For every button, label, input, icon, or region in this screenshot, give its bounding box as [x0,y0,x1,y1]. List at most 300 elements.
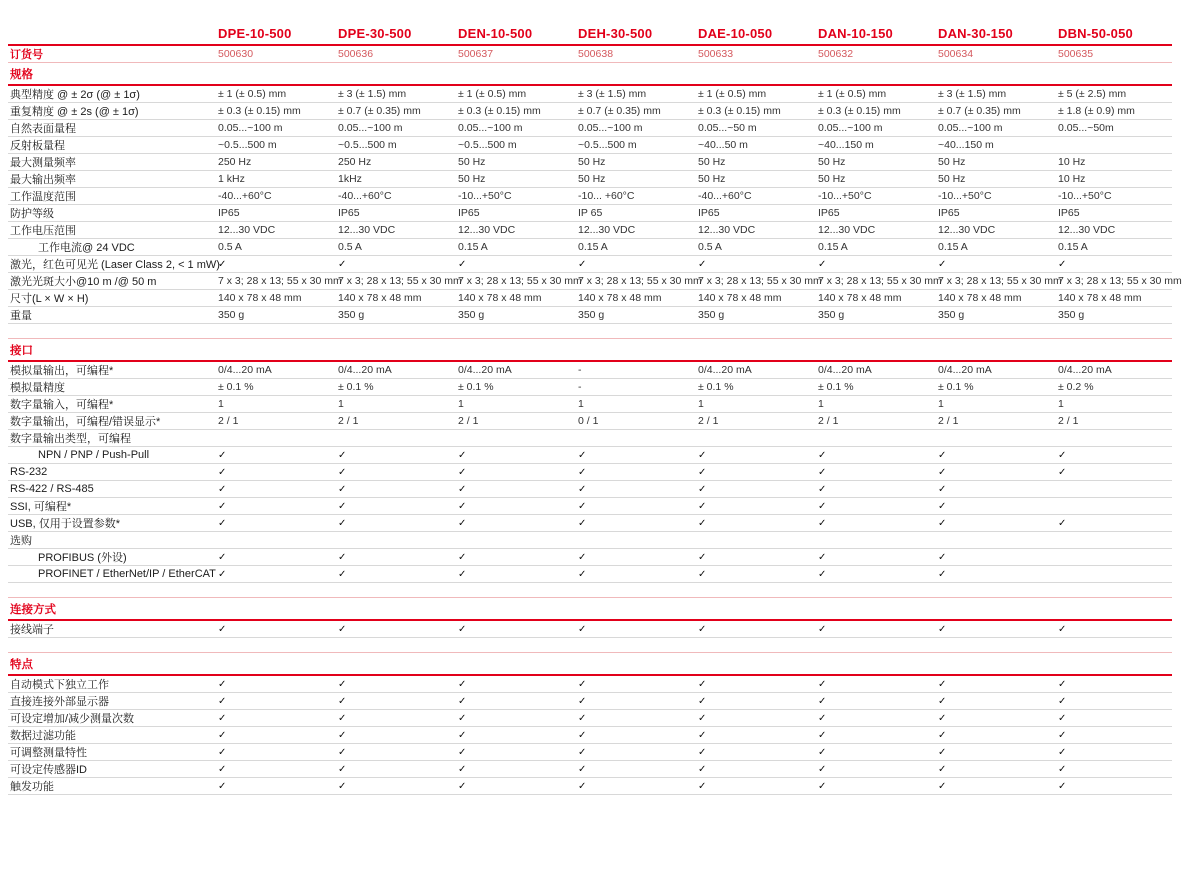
check-mark: ✓ [338,500,347,512]
check-mark: ✓ [218,763,227,775]
check-mark: ✓ [458,466,467,478]
check-mark: ✓ [218,729,227,741]
table-cell: 0/4...20 mA [938,364,992,376]
table-cell: ± 0.1 % [698,381,734,393]
row-label: RS-422 / RS-485 [10,483,94,495]
table-cell: -10...+50°C [1058,190,1112,202]
table-cell: -40...+60°C [698,190,752,202]
check-mark: ✓ [1058,780,1067,792]
check-mark: ✓ [1058,517,1067,529]
table-row [8,566,1172,583]
table-row [8,761,1172,778]
table-cell: 50 Hz [818,156,846,168]
check-mark: ✓ [698,623,707,635]
row-label: 自然表面量程 [10,123,76,135]
check-mark: ✓ [218,568,227,580]
table-row [8,171,1172,188]
check-mark: ✓ [698,258,707,270]
table-cell: 12...30 VDC [1058,224,1116,236]
table-cell: 1 [578,398,584,410]
table-cell: 50 Hz [698,156,726,168]
check-mark: ✓ [338,623,347,635]
check-mark: ✓ [218,551,227,563]
check-mark: ✓ [578,500,587,512]
table-cell: ~0.5...500 m [578,139,637,151]
row-label: 工作电压范围 [10,225,76,237]
check-mark: ✓ [698,466,707,478]
table-cell: 0.05...~100 m [458,122,523,134]
table-cell: 140 x 78 x 48 mm [578,292,662,304]
check-mark: ✓ [1058,623,1067,635]
row-label: 触发功能 [10,781,54,793]
table-row [8,447,1172,464]
table-cell: ± 0.7 (± 0.35) mm [338,105,421,117]
check-mark: ✓ [338,695,347,707]
check-mark: ✓ [578,551,587,563]
table-cell: ± 0.3 (± 0.15) mm [218,105,301,117]
table-cell: ± 0.1 % [938,381,974,393]
table-row [8,532,1172,549]
table-row [8,120,1172,137]
table-cell: ± 0.2 % [1058,381,1094,393]
product-name: DEH-30-500 [578,26,653,41]
table-cell: ± 0.3 (± 0.15) mm [458,105,541,117]
check-mark: ✓ [458,746,467,758]
check-mark: ✓ [698,780,707,792]
product-comparison-table [8,26,1182,795]
table-cell: 50 Hz [458,173,486,185]
check-mark: ✓ [1058,695,1067,707]
table-cell: 0/4...20 mA [338,364,392,376]
spec-sheet [8,26,1182,795]
row-label: 可设定增加/减少测量次数 [10,713,135,725]
check-mark: ✓ [338,517,347,529]
table-row [8,413,1172,430]
check-mark: ✓ [818,483,827,495]
check-mark: ✓ [938,258,947,270]
table-cell: 12...30 VDC [818,224,876,236]
table-cell: 1 [698,398,704,410]
table-cell: 7 x 3; 28 x 13; 55 x 30 mm [458,275,582,287]
check-mark: ✓ [698,678,707,690]
check-mark: ✓ [458,551,467,563]
check-mark: ✓ [578,449,587,461]
check-mark: ✓ [338,746,347,758]
table-cell: 12...30 VDC [578,224,636,236]
table-cell: 0.05...~100 m [938,122,1003,134]
table-cell: -40...+60°C [338,190,392,202]
check-mark: ✓ [938,449,947,461]
table-row [8,256,1172,273]
check-mark: ✓ [458,678,467,690]
row-label: 工作温度范围 [10,191,76,203]
table-cell: 0.05...~100 m [818,122,883,134]
table-cell: 140 x 78 x 48 mm [458,292,542,304]
check-mark: ✓ [818,780,827,792]
table-cell: 50 Hz [818,173,846,185]
table-cell: 10 Hz [1058,173,1086,185]
check-mark: ✓ [698,763,707,775]
table-cell: 0.15 A [1058,241,1088,253]
table-cell: 7 x 3; 28 x 13; 55 x 30 mm [338,275,462,287]
table-cell: ± 0.7 (± 0.35) mm [578,105,661,117]
table-cell: ± 0.3 (± 0.15) mm [818,105,901,117]
order-number: 500633 [698,48,734,60]
check-mark: ✓ [818,746,827,758]
table-cell: ± 1 (± 0.5) mm [218,88,287,100]
check-mark: ✓ [338,466,347,478]
row-label: 数字量输入，可编程* [10,399,114,411]
check-mark: ✓ [938,517,947,529]
check-mark: ✓ [218,746,227,758]
order-number: 500634 [938,48,974,60]
check-mark: ✓ [818,568,827,580]
table-cell: 12...30 VDC [458,224,516,236]
table-cell: ± 1 (± 0.5) mm [698,88,767,100]
order-number: 500638 [578,48,614,60]
check-mark: ✓ [938,551,947,563]
check-mark: ✓ [578,678,587,690]
table-cell: 0.5 A [698,241,722,253]
check-mark: ✓ [1058,449,1067,461]
check-mark: ✓ [698,517,707,529]
table-cell: 50 Hz [938,173,966,185]
table-cell: 0.5 A [338,241,362,253]
table-row [8,103,1172,120]
table-cell: 7 x 3; 28 x 13; 55 x 30 mm [818,275,942,287]
check-mark: ✓ [1058,729,1067,741]
row-label: 选购 [10,535,32,547]
check-mark: ✓ [818,729,827,741]
table-cell: ± 0.1 % [338,381,374,393]
row-label: 重复精度 @ ± 2s (@ ± 1σ) [10,106,139,118]
table-cell: 2 / 1 [698,415,719,427]
table-row [8,379,1172,396]
check-mark: ✓ [578,623,587,635]
table-cell: 140 x 78 x 48 mm [338,292,422,304]
row-label: 激光，红色可见光 (Laser Class 2, < 1 mW) [10,259,220,271]
row-label: 防护等级 [10,208,54,220]
table-cell: ± 3 (± 1.5) mm [938,88,1007,100]
table-row [8,710,1172,727]
check-mark: ✓ [578,729,587,741]
table-cell: ± 1.8 (± 0.9) mm [1058,105,1135,117]
table-cell: ± 0.1 % [458,381,494,393]
table-cell: 0.5 A [218,241,242,253]
table-row [8,137,1172,154]
table-cell: 140 x 78 x 48 mm [818,292,902,304]
check-mark: ✓ [338,780,347,792]
row-label: 反射板量程 [10,140,65,152]
check-mark: ✓ [938,466,947,478]
table-cell: ± 3 (± 1.5) mm [578,88,647,100]
table-cell: 1 kHz [218,173,245,185]
check-mark: ✓ [578,466,587,478]
table-row [8,464,1172,481]
table-row [8,515,1172,532]
table-cell: 350 g [698,309,725,321]
table-cell: ± 0.7 (± 0.35) mm [938,105,1021,117]
table-cell: 0/4...20 mA [458,364,512,376]
table-cell: 7 x 3; 28 x 13; 55 x 30 mm [698,275,822,287]
table-row [8,239,1172,256]
table-cell: 50 Hz [698,173,726,185]
table-row [8,205,1172,222]
row-label: PROFINET / EtherNet/IP / EtherCAT [38,568,216,580]
table-cell: ~40...50 m [698,139,748,151]
table-cell: 0.15 A [458,241,488,253]
check-mark: ✓ [458,568,467,580]
check-mark: ✓ [218,517,227,529]
row-label: 模拟量输出，可编程* [10,365,114,377]
order-number: 500637 [458,48,494,60]
table-cell: -10... +60°C [578,190,635,202]
check-mark: ✓ [218,623,227,635]
table-cell: 0/4...20 mA [218,364,272,376]
check-mark: ✓ [218,466,227,478]
check-mark: ✓ [818,712,827,724]
check-mark: ✓ [578,780,587,792]
product-name: DAN-10-150 [818,26,893,41]
table-cell: 140 x 78 x 48 mm [218,292,302,304]
table-cell: 0/4...20 mA [698,364,752,376]
table-cell: 140 x 78 x 48 mm [938,292,1022,304]
table-row [8,744,1172,761]
table-cell: 7 x 3; 28 x 13; 55 x 30 mm [578,275,702,287]
table-cell: ~0.5...500 m [458,139,517,151]
table-cell: 7 x 3; 28 x 13; 55 x 30 mm [218,275,342,287]
table-cell: 1kHz [338,173,362,185]
check-mark: ✓ [578,763,587,775]
table-row [8,396,1172,413]
row-label: 模拟量精度 [10,382,65,394]
table-cell: 0.05...~100 m [218,122,283,134]
table-row [8,727,1172,744]
table-cell: 250 Hz [338,156,372,168]
order-number-row [8,46,1172,63]
check-mark: ✓ [698,500,707,512]
row-label: NPN / PNP / Push-Pull [38,449,150,461]
row-label: 典型精度 @ ± 2σ (@ ± 1σ) [10,89,140,101]
check-mark: ✓ [218,712,227,724]
row-label: 工作电流@ 24 VDC [38,242,135,254]
table-cell: IP65 [218,207,240,219]
table-cell: 50 Hz [458,156,486,168]
table-cell: ± 0.3 (± 0.15) mm [698,105,781,117]
product-name: DEN-10-500 [458,26,533,41]
check-mark: ✓ [698,712,707,724]
table-row [8,778,1172,795]
table-cell: 250 Hz [218,156,252,168]
check-mark: ✓ [578,568,587,580]
table-row [8,498,1172,515]
product-name: DAN-30-150 [938,26,1013,41]
check-mark: ✓ [698,729,707,741]
check-mark: ✓ [578,712,587,724]
check-mark: ✓ [338,712,347,724]
table-cell: 2 / 1 [938,415,959,427]
table-cell: -40...+60°C [218,190,272,202]
table-cell: - [578,364,582,376]
table-row [8,693,1172,710]
check-mark: ✓ [938,712,947,724]
check-mark: ✓ [698,449,707,461]
check-mark: ✓ [458,258,467,270]
product-header-row [8,26,1172,46]
check-mark: ✓ [938,695,947,707]
table-cell: 2 / 1 [1058,415,1079,427]
check-mark: ✓ [1058,258,1067,270]
product-name: DAE-10-050 [698,26,773,41]
check-mark: ✓ [818,500,827,512]
check-mark: ✓ [818,678,827,690]
order-number: 500636 [338,48,374,60]
row-label: PROFIBUS (外设) [38,552,127,564]
row-label: 尺寸(L × W × H) [10,293,89,305]
row-label: 直接连接外部显示器 [10,696,109,708]
check-mark: ✓ [938,678,947,690]
check-mark: ✓ [578,483,587,495]
table-cell: 0.15 A [818,241,848,253]
table-cell: 1 [1058,398,1064,410]
check-mark: ✓ [458,517,467,529]
check-mark: ✓ [458,449,467,461]
table-row [8,154,1172,171]
table-row [8,481,1172,498]
check-mark: ✓ [818,623,827,635]
table-row [8,362,1172,379]
table-cell: 350 g [578,309,605,321]
order-number: 500632 [818,48,854,60]
check-mark: ✓ [458,763,467,775]
check-mark: ✓ [218,678,227,690]
row-label: SSI, 可编程* [10,501,72,513]
check-mark: ✓ [338,258,347,270]
table-cell: ~40...150 m [938,139,994,151]
table-cell: ± 0.1 % [818,381,854,393]
table-cell: ~40...150 m [818,139,874,151]
table-row [8,222,1172,239]
table-cell: 0/4...20 mA [818,364,872,376]
table-cell: IP65 [1058,207,1080,219]
table-cell: 0.15 A [578,241,608,253]
product-name: DPE-30-500 [338,26,412,41]
table-row [8,307,1172,324]
row-label: 激光光斑大小@10 m /@ 50 m [10,276,157,288]
check-mark: ✓ [218,695,227,707]
table-cell: IP65 [938,207,960,219]
table-cell: 1 [938,398,944,410]
row-label: 重量 [10,310,32,322]
check-mark: ✓ [218,449,227,461]
check-mark: ✓ [938,763,947,775]
check-mark: ✓ [938,500,947,512]
row-label: USB, 仅用于设置参数* [10,518,121,530]
table-cell: 0/4...20 mA [1058,364,1112,376]
table-cell: 1 [338,398,344,410]
table-cell: IP 65 [578,207,603,219]
check-mark: ✓ [458,483,467,495]
row-label: 数字量输出类型，可编程 [10,433,131,445]
check-mark: ✓ [818,695,827,707]
table-row [8,290,1172,307]
table-cell: 350 g [938,309,965,321]
table-cell: ~0.5...500 m [338,139,397,151]
row-label: 可调整测量特性 [10,747,87,759]
table-row [8,676,1172,693]
check-mark: ✓ [698,551,707,563]
section-title: 规格 [8,63,1172,86]
check-mark: ✓ [338,551,347,563]
table-cell: 12...30 VDC [938,224,996,236]
table-cell: IP65 [458,207,480,219]
product-name: DBN-50-050 [1058,26,1133,41]
check-mark: ✓ [818,763,827,775]
table-cell: 0.05...~100 m [578,122,643,134]
table-cell: 350 g [218,309,245,321]
product-name: DPE-10-500 [218,26,292,41]
table-row [8,621,1172,638]
check-mark: ✓ [338,729,347,741]
check-mark: ✓ [338,568,347,580]
check-mark: ✓ [458,695,467,707]
section-title: 连接方式 [8,597,1172,621]
check-mark: ✓ [578,517,587,529]
order-number: 500630 [218,48,254,60]
check-mark: ✓ [578,258,587,270]
check-mark: ✓ [698,695,707,707]
table-cell: ± 3 (± 1.5) mm [338,88,407,100]
table-cell: 12...30 VDC [698,224,756,236]
row-label: 可设定传感器ID [10,764,87,776]
table-row [8,430,1172,447]
table-cell: 350 g [1058,309,1085,321]
table-cell: 2 / 1 [338,415,359,427]
table-cell: 10 Hz [1058,156,1086,168]
check-mark: ✓ [818,258,827,270]
section-title: 特点 [8,652,1172,676]
check-mark: ✓ [938,483,947,495]
check-mark: ✓ [698,483,707,495]
table-cell: 2 / 1 [818,415,839,427]
check-mark: ✓ [338,678,347,690]
table-row [8,273,1182,290]
table-cell: ± 1 (± 0.5) mm [458,88,527,100]
table-cell: 0 / 1 [578,415,599,427]
check-mark: ✓ [938,780,947,792]
check-mark: ✓ [578,746,587,758]
table-cell: 140 x 78 x 48 mm [1058,292,1142,304]
table-cell: 50 Hz [578,173,606,185]
check-mark: ✓ [818,517,827,529]
row-label: 接线端子 [10,624,54,636]
table-cell: 350 g [338,309,365,321]
table-cell: ± 1 (± 0.5) mm [818,88,887,100]
check-mark: ✓ [818,466,827,478]
row-label: 数据过滤功能 [10,730,76,742]
table-cell: 140 x 78 x 48 mm [698,292,782,304]
section-title: 接口 [8,338,1172,362]
table-cell: IP65 [338,207,360,219]
table-row [8,86,1172,103]
check-mark: ✓ [218,780,227,792]
check-mark: ✓ [938,746,947,758]
table-cell: ± 0.1 % [218,381,254,393]
check-mark: ✓ [1058,763,1067,775]
table-cell: IP65 [818,207,840,219]
check-mark: ✓ [698,746,707,758]
table-cell: 12...30 VDC [218,224,276,236]
